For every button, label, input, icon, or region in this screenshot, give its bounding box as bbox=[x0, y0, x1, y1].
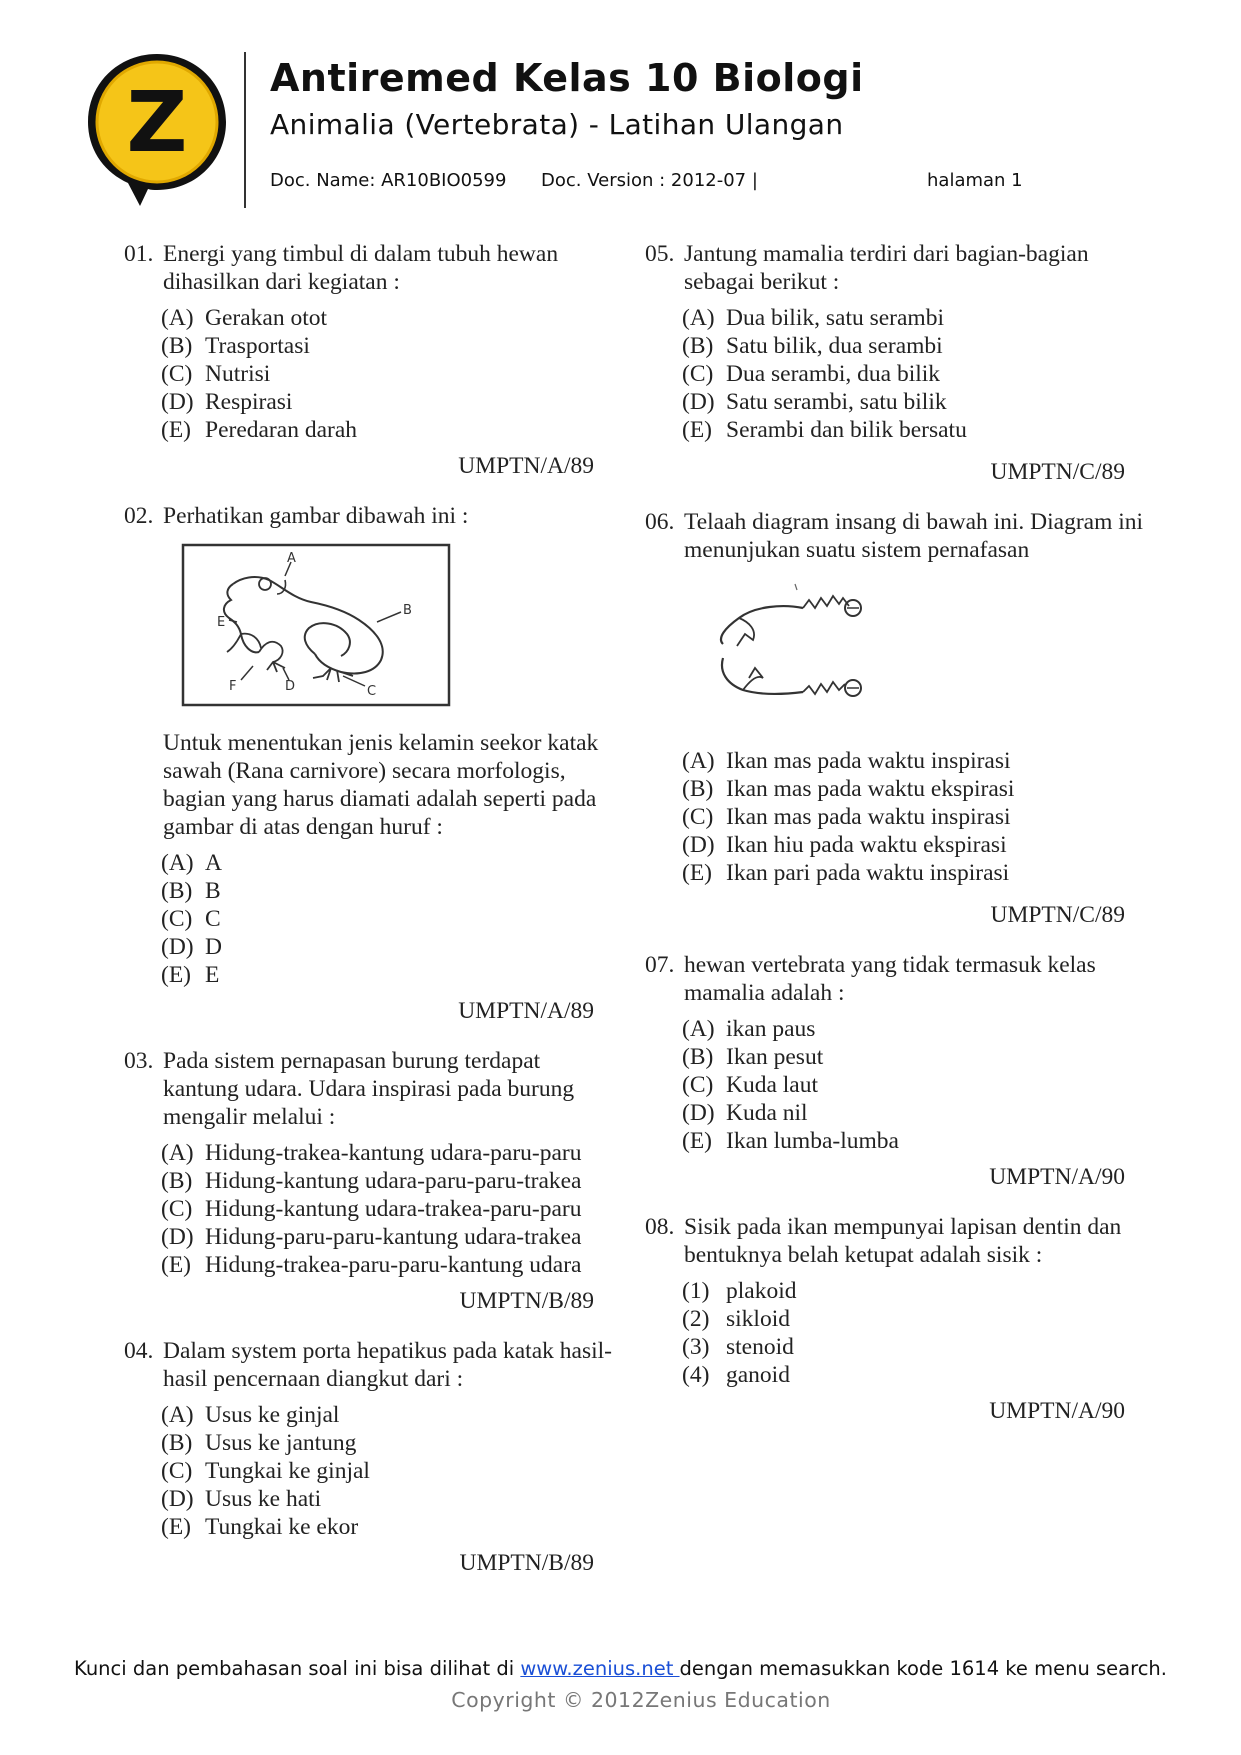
option-2 bbox=[682, 1305, 1145, 1333]
option-c bbox=[161, 1457, 614, 1485]
question-text: Jantung mamalia terdiri dari bagian-bagian sebagai berikut : bbox=[684, 241, 1089, 295]
option-label: (C) bbox=[161, 1458, 193, 1484]
option-a bbox=[682, 747, 1145, 775]
figure-label-f: F bbox=[229, 679, 237, 694]
option-text: Hidung-trakea-paru-paru-kantung udara bbox=[205, 1252, 582, 1278]
option-e bbox=[161, 416, 614, 444]
option-c bbox=[161, 905, 614, 933]
option-c bbox=[161, 1195, 614, 1223]
option-list bbox=[645, 1015, 1145, 1155]
option-text: Tungkai ke ginjal bbox=[205, 1458, 370, 1484]
option-b bbox=[682, 775, 1145, 803]
question-number: 04. bbox=[124, 1338, 154, 1364]
option-label: (B) bbox=[161, 333, 193, 359]
option-text: ganoid bbox=[726, 1362, 790, 1388]
option-label: (E) bbox=[161, 417, 192, 443]
option-text: Ikan mas pada waktu inspirasi bbox=[726, 804, 1011, 830]
option-label: (B) bbox=[161, 878, 193, 904]
question-08 bbox=[645, 1213, 1145, 1425]
option-a bbox=[161, 849, 614, 877]
option-text: plakoid bbox=[726, 1278, 797, 1304]
option-label: (C) bbox=[682, 361, 714, 387]
option-e bbox=[682, 859, 1145, 887]
option-label: (D) bbox=[161, 934, 194, 960]
question-text: Sisik pada ikan mempunyai lapisan dentin dan bentuknya belah ketupat adalah sisik : bbox=[684, 1214, 1122, 1268]
option-text: E bbox=[205, 962, 220, 988]
option-text: sikloid bbox=[726, 1306, 790, 1332]
frog-figure bbox=[181, 542, 614, 719]
option-text: C bbox=[205, 906, 221, 932]
option-list bbox=[124, 849, 614, 989]
option-label: (C) bbox=[682, 804, 714, 830]
question-source: UMPTN/A/90 bbox=[989, 1164, 1125, 1190]
option-e bbox=[161, 1513, 614, 1541]
option-label: (1) bbox=[682, 1278, 710, 1304]
footer-text-after: dengan memasukkan kode 1614 ke menu search. bbox=[679, 1657, 1167, 1680]
question-source: UMPTN/C/89 bbox=[990, 459, 1125, 485]
option-label: (A) bbox=[161, 1140, 194, 1166]
footer-text-before: Kunci dan pembahasan soal ini bisa dilihat di bbox=[74, 1657, 521, 1680]
option-text: D bbox=[205, 934, 222, 960]
option-list bbox=[645, 747, 1145, 887]
option-text: stenoid bbox=[726, 1334, 794, 1360]
option-text: ikan paus bbox=[726, 1016, 816, 1042]
gill-diagram bbox=[703, 578, 1145, 721]
figure-label-a: A bbox=[287, 551, 296, 566]
option-text: Usus ke ginjal bbox=[205, 1402, 340, 1428]
question-number: 02. bbox=[124, 503, 154, 529]
option-label: (B) bbox=[161, 1168, 193, 1194]
option-d bbox=[161, 933, 614, 961]
question-source: UMPTN/A/90 bbox=[989, 1398, 1125, 1424]
question-source: UMPTN/C/89 bbox=[990, 902, 1125, 928]
option-d bbox=[682, 388, 1145, 416]
option-label: (B) bbox=[161, 1430, 193, 1456]
option-label: (A) bbox=[682, 305, 715, 331]
option-label: (E) bbox=[682, 417, 713, 443]
option-text: Tungkai ke ekor bbox=[205, 1514, 359, 1540]
option-a bbox=[161, 304, 614, 332]
option-text: Ikan hiu pada waktu ekspirasi bbox=[726, 832, 1007, 858]
option-b bbox=[161, 1429, 614, 1457]
question-source: UMPTN/A/89 bbox=[458, 453, 594, 479]
question-07 bbox=[645, 951, 1145, 1191]
option-text: Serambi dan bilik bersatu bbox=[726, 417, 967, 443]
option-4 bbox=[682, 1361, 1145, 1389]
option-label: (C) bbox=[682, 1072, 714, 1098]
option-text: B bbox=[205, 878, 221, 904]
page-number: halaman 1 bbox=[927, 170, 1023, 191]
option-text: Ikan mas pada waktu inspirasi bbox=[726, 748, 1011, 774]
option-a bbox=[161, 1401, 614, 1429]
option-c bbox=[682, 1071, 1145, 1099]
doc-version: Doc. Version : 2012-07 | bbox=[541, 170, 758, 191]
option-text: Ikan mas pada waktu ekspirasi bbox=[726, 776, 1015, 802]
option-b bbox=[161, 332, 614, 360]
question-source: UMPTN/A/89 bbox=[458, 998, 594, 1024]
question-source: UMPTN/B/89 bbox=[459, 1550, 594, 1576]
question-source: UMPTN/B/89 bbox=[459, 1288, 594, 1314]
question-text: Energi yang timbul di dalam tubuh hewan dihasilkan dari kegiatan : bbox=[163, 241, 559, 295]
option-text: Satu bilik, dua serambi bbox=[726, 333, 943, 359]
question-01 bbox=[124, 240, 614, 480]
option-d bbox=[161, 388, 614, 416]
option-text: Kuda laut bbox=[726, 1072, 819, 1098]
question-text: Telaah diagram insang di bawah ini. Diagram ini menunjukan suatu sistem pernafasan bbox=[684, 509, 1144, 563]
option-label: (2) bbox=[682, 1306, 710, 1332]
question-text-continued: Untuk menentukan jenis kelamin seekor katak sawah (Rana carnivore) secara morfologis, bagian yang harus diamati adalah seperti pada gambar di atas dengan huruf : bbox=[163, 730, 599, 840]
option-text: Kuda nil bbox=[726, 1100, 808, 1126]
question-text: hewan vertebrata yang tidak termasuk kelas mamalia adalah : bbox=[684, 952, 1096, 1006]
logo-letter: Z bbox=[126, 73, 188, 171]
option-label: (A) bbox=[161, 1402, 194, 1428]
question-number: 01. bbox=[124, 241, 154, 267]
option-label: (A) bbox=[161, 850, 194, 876]
option-label: (D) bbox=[682, 832, 715, 858]
option-b bbox=[161, 877, 614, 905]
option-e bbox=[682, 1127, 1145, 1155]
option-label: (C) bbox=[161, 1196, 193, 1222]
option-text: Usus ke jantung bbox=[205, 1430, 357, 1456]
zenius-link[interactable]: www.zenius.net bbox=[520, 1657, 680, 1680]
option-b bbox=[682, 1043, 1145, 1071]
option-text: Ikan lumba-lumba bbox=[726, 1128, 899, 1154]
option-label: (D) bbox=[161, 1486, 194, 1512]
option-list bbox=[645, 1277, 1145, 1389]
option-label: (D) bbox=[161, 389, 194, 415]
option-list bbox=[124, 1139, 614, 1279]
option-label: (B) bbox=[682, 1044, 714, 1070]
question-number: 05. bbox=[645, 241, 675, 267]
option-label: (B) bbox=[682, 776, 714, 802]
option-label: (B) bbox=[682, 333, 714, 359]
option-label: (3) bbox=[682, 1334, 710, 1360]
footer-note bbox=[0, 1657, 1241, 1680]
header-divider bbox=[244, 52, 246, 208]
option-list bbox=[124, 304, 614, 444]
option-label: (A) bbox=[161, 305, 194, 331]
option-text: Ikan pesut bbox=[726, 1044, 824, 1070]
option-text: Hidung-paru-paru-kantung udara-trakea bbox=[205, 1224, 582, 1250]
option-d bbox=[161, 1223, 614, 1251]
option-text: Hidung-kantung udara-paru-paru-trakea bbox=[205, 1168, 582, 1194]
option-b bbox=[161, 1167, 614, 1195]
question-06 bbox=[645, 508, 1145, 929]
page-title: Antiremed Kelas 10 Biologi bbox=[270, 56, 864, 100]
option-label: (E) bbox=[682, 860, 713, 886]
question-text: Dalam system porta hepatikus pada katak hasil-hasil pencernaan diangkut dari : bbox=[163, 1338, 612, 1392]
option-text: Trasportasi bbox=[205, 333, 310, 359]
option-c bbox=[682, 803, 1145, 831]
option-text: Peredaran darah bbox=[205, 417, 358, 443]
question-number: 07. bbox=[645, 952, 675, 978]
option-text: A bbox=[205, 850, 222, 876]
option-text: Usus ke hati bbox=[205, 1486, 322, 1512]
option-a bbox=[682, 304, 1145, 332]
option-label: (E) bbox=[682, 1128, 713, 1154]
zenius-logo bbox=[84, 50, 230, 210]
option-text: Hidung-trakea-kantung udara-paru-paru bbox=[205, 1140, 582, 1166]
option-d bbox=[682, 831, 1145, 859]
option-label: (D) bbox=[682, 1100, 715, 1126]
option-text: Gerakan otot bbox=[205, 305, 328, 331]
page-subtitle: Animalia (Vertebrata) - Latihan Ulangan bbox=[270, 108, 844, 141]
option-c bbox=[682, 360, 1145, 388]
option-label: (C) bbox=[161, 361, 193, 387]
option-label: (C) bbox=[161, 906, 193, 932]
option-c bbox=[161, 360, 614, 388]
left-column bbox=[124, 240, 614, 1577]
option-text: Hidung-kantung udara-trakea-paru-paru bbox=[205, 1196, 582, 1222]
option-list bbox=[124, 1401, 614, 1541]
question-05 bbox=[645, 240, 1145, 486]
option-text: Nutrisi bbox=[205, 361, 271, 387]
copyright: Copyright © 2012Zenius Education bbox=[451, 1688, 831, 1712]
option-label: (A) bbox=[682, 748, 715, 774]
question-number: 08. bbox=[645, 1214, 675, 1240]
option-3 bbox=[682, 1333, 1145, 1361]
doc-name: Doc. Name: AR10BIO0599 bbox=[270, 170, 507, 191]
option-label: (4) bbox=[682, 1362, 710, 1388]
figure-label-c: C bbox=[367, 684, 377, 699]
option-d bbox=[682, 1099, 1145, 1127]
figure-label-b: B bbox=[403, 603, 412, 618]
figure-label-e: E bbox=[217, 615, 226, 630]
option-text: Ikan pari pada waktu inspirasi bbox=[726, 860, 1010, 886]
option-label: (E) bbox=[161, 1514, 192, 1540]
option-1 bbox=[682, 1277, 1145, 1305]
option-label: (E) bbox=[161, 1252, 192, 1278]
option-label: (D) bbox=[682, 389, 715, 415]
option-label: (E) bbox=[161, 962, 192, 988]
option-a bbox=[682, 1015, 1145, 1043]
right-column bbox=[645, 240, 1145, 1425]
option-e bbox=[682, 416, 1145, 444]
option-label: (A) bbox=[682, 1016, 715, 1042]
option-text: Dua bilik, satu serambi bbox=[726, 305, 944, 331]
question-02 bbox=[124, 502, 614, 1025]
option-b bbox=[682, 332, 1145, 360]
option-list bbox=[645, 304, 1145, 444]
option-d bbox=[161, 1485, 614, 1513]
question-04 bbox=[124, 1337, 614, 1577]
option-e bbox=[161, 1251, 614, 1279]
question-number: 03. bbox=[124, 1048, 154, 1074]
option-text: Respirasi bbox=[205, 389, 293, 415]
question-number: 06. bbox=[645, 509, 675, 535]
question-03 bbox=[124, 1047, 614, 1315]
question-text: Perhatikan gambar dibawah ini : bbox=[163, 503, 469, 529]
question-text: Pada sistem pernapasan burung terdapat kantung udara. Udara inspirasi pada burung mengalir melalui : bbox=[163, 1048, 575, 1130]
option-label: (D) bbox=[161, 1224, 194, 1250]
option-e bbox=[161, 961, 614, 989]
option-text: Satu serambi, satu bilik bbox=[726, 389, 947, 415]
figure-label-d: D bbox=[285, 679, 296, 694]
option-a bbox=[161, 1139, 614, 1167]
option-text: Dua serambi, dua bilik bbox=[726, 361, 941, 387]
